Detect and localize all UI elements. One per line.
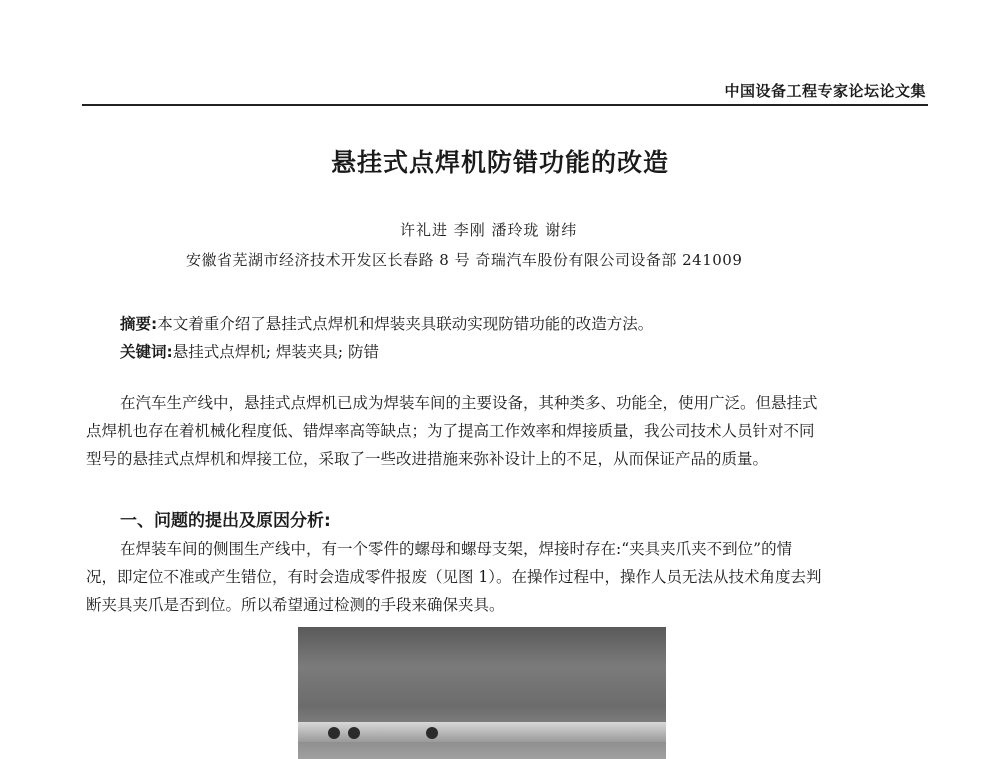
section-line: 断夹具夹爪是否到位。所以希望通过检测的手段来确保夹具。 — [86, 596, 505, 614]
section-line: 况，即定位不准或产生错位，有时会造成零件报废（见图 1）。在操作过程中，操作人员无法从技术角度去判 — [86, 568, 822, 586]
intro-line: 型号的悬挂式点焊机和焊接工位，采取了一些改进措施来弥补设计上的不足，从而保证产品的质量。 — [86, 450, 769, 468]
bolt-icon — [328, 727, 340, 739]
journal-header: 中国设备工程专家论坛论文集 — [724, 82, 926, 100]
authors: 许礼进 李刚 潘玲珑 谢纬 — [400, 221, 578, 239]
intro-line: 点焊机也存在着机械化程度低、错焊率高等缺点；为了提高工作效率和焊接质量，我公司技术人员针对不同 — [86, 422, 815, 440]
section-line: 在焊装车间的侧围生产线中，有一个零件的螺母和螺母支架，焊接时存在:“夹具夹爪夹不到位”的情 — [120, 540, 793, 558]
section-heading: 一、问题的提出及原因分析: — [120, 511, 331, 531]
abstract-text: 本文着重介绍了悬挂式点焊机和焊装夹具联动实现防错功能的改造方法。 — [157, 315, 654, 333]
paper-title: 悬挂式点焊机防错功能的改造 — [330, 148, 669, 177]
bolt-icon — [426, 727, 438, 739]
bolt-icon — [348, 727, 360, 739]
keywords-text: 悬挂式点焊机; 焊装夹具; 防错 — [172, 343, 380, 361]
abstract-label: 摘要: — [120, 315, 158, 333]
affiliation: 安徽省芜湖市经济技术开发区长春路 8 号 奇瑞汽车股份有限公司设备部 241009 — [186, 251, 743, 269]
keywords-label: 关键词: — [120, 343, 173, 361]
intro-line: 在汽车生产线中，悬挂式点焊机已成为焊装车间的主要设备，其种类多、功能全，使用广泛。但悬挂式 — [120, 394, 818, 412]
figure-1-photo — [298, 627, 666, 759]
header-rule — [82, 104, 928, 106]
intro-paragraph — [86, 389, 926, 473]
abstract — [120, 312, 653, 334]
keywords — [120, 340, 379, 362]
section-paragraph — [86, 535, 926, 619]
